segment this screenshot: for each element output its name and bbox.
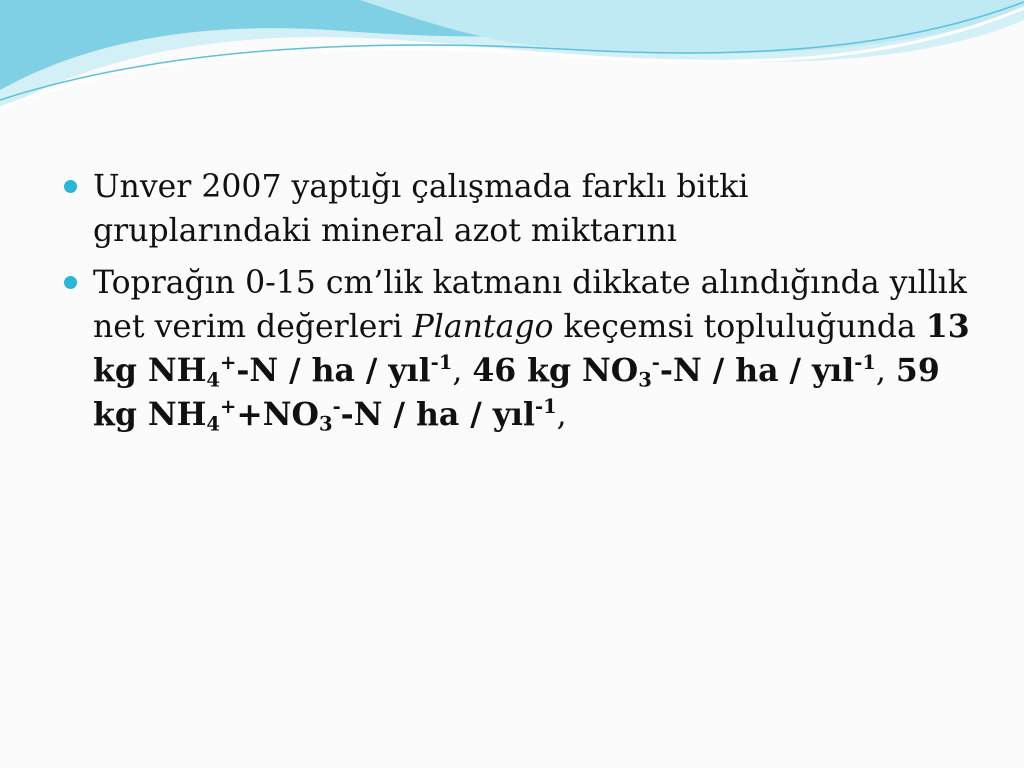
slide-body (62, 165, 972, 445)
bullet-dot-icon (64, 276, 77, 289)
separator: , (875, 353, 896, 389)
bullet-2-intro: Toprağın 0-15 cm’lik katmanı dikkate alındığında yıllık net verim değerleri (93, 265, 967, 345)
bullet-dot-icon (64, 180, 77, 193)
value-nh4: 13 kg $NH_4^+-N$ / ha / yıl$^{-1}$ (93, 308, 970, 392)
header-wave-decoration (0, 0, 1024, 120)
bullet-item-1 (62, 165, 972, 253)
bullet-item-2 (62, 261, 972, 437)
bullet-1-text: Unver 2007 yaptığı çalışmada farklı bitki gruplarındaki mineral azot miktarını (93, 169, 749, 249)
species-name: Plantago (412, 309, 554, 345)
separator: , (452, 353, 473, 389)
value-no3: 46 kg $NO_3^--N$ / ha / yıl$^{-1}$ (472, 350, 876, 392)
community-text: keçemsi topluluğunda (553, 309, 926, 345)
separator: , (556, 397, 567, 433)
value-nh4-no3: 59 kg $NH_4^++NO_3^--N$ / ha / yıl$^{-1}$ (93, 352, 940, 436)
